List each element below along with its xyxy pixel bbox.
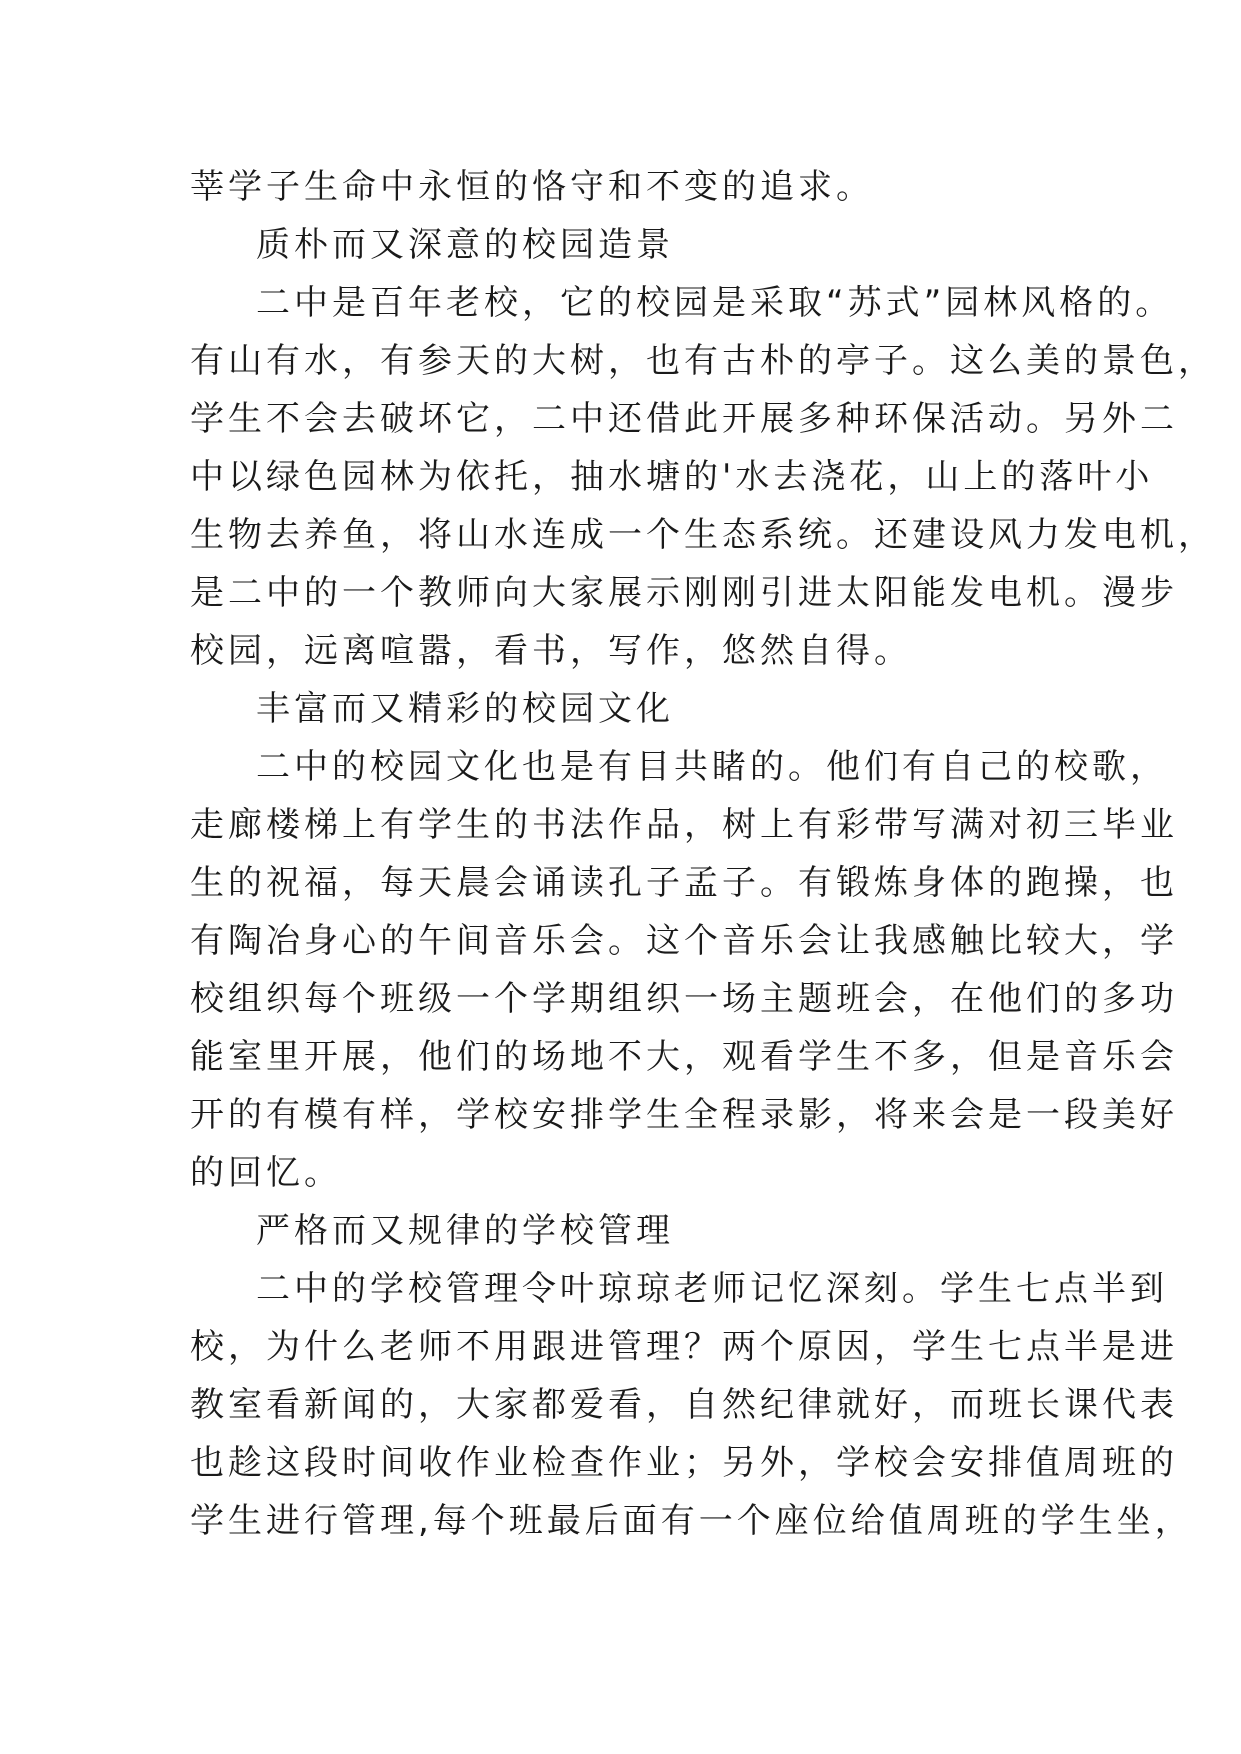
text-line: 教室看新闻的，大家都爱看，自然纪律就好，而班长课代表 [190,1385,1178,1425]
document-body [190,158,1216,1550]
text-line: 开的有模有样，学校安排学生全程录影，将来会是一段美好 [190,1095,1178,1135]
text-line: 校，为什么老师不用跟进管理？两个原因，学生七点半是进 [190,1327,1178,1367]
text-line: 有山有水，有参天的大树，也有古朴的亭子。这么美的景色， [190,341,1216,381]
text-line: 生物去养鱼，将山水连成一个生态系统。还建设风力发电机， [190,515,1216,555]
text-line: 能室里开展，他们的场地不大，观看学生不多，但是音乐会 [190,1037,1178,1077]
text-line: 校组织每个班级一个学期组织一场主题班会，在他们的多功 [190,979,1178,1019]
text-line: 走廊楼梯上有学生的书法作品，树上有彩带写满对初三毕业 [190,805,1178,845]
section-heading: 质朴而又深意的校园造景 [256,225,674,265]
section-heading: 丰富而又精彩的校园文化 [256,689,674,729]
text-line: 二中的校园文化也是有目共睹的。他们有自己的校歌， [256,747,1168,787]
text-line: 校园，远离喧嚣，看书，写作，悠然自得。 [190,631,912,671]
text-line: 也趁这段时间收作业检查作业；另外，学校会安排值周班的 [190,1443,1178,1483]
text-line: 的回忆。 [190,1153,342,1193]
text-line: 学生进行管理,每个班最后面有一个座位给值周班的学生坐， [190,1501,1193,1541]
text-line: 有陶冶身心的午间音乐会。这个音乐会让我感触比较大，学 [190,921,1178,961]
text-line: 中以绿色园林为依托，抽水塘的'水去浇花，山上的落叶小 [190,457,1154,497]
text-line: 是二中的一个教师向大家展示刚刚引进太阳能发电机。漫步 [190,573,1178,613]
section-heading: 严格而又规律的学校管理 [256,1211,674,1251]
text-line: 二中的学校管理令叶琼琼老师记忆深刻。学生七点半到 [256,1269,1168,1309]
text-line: 二中是百年老校，它的校园是采取“苏式”园林风格的。 [256,283,1174,323]
text-line: 莘学子生命中永恒的恪守和不变的追求。 [190,167,874,207]
text-line: 生的祝福，每天晨会诵读孔子孟子。有锻炼身体的跑操，也 [190,863,1178,903]
text-line: 学生不会去破坏它，二中还借此开展多种环保活动。另外二 [190,399,1178,439]
